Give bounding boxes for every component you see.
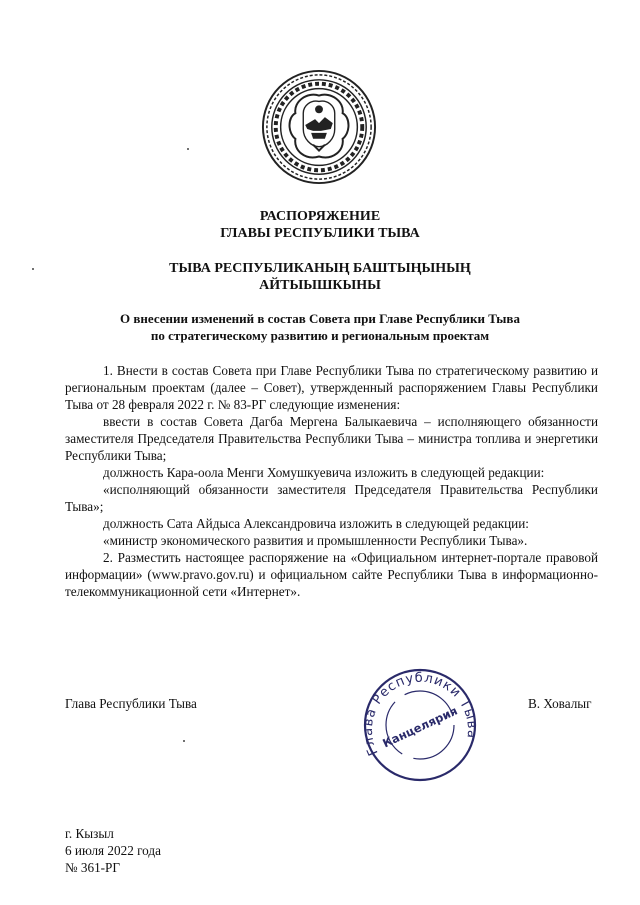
paragraph: 2. Разместить настоящее распоряжение на «Официальном интернет-портале правовой информации» (www.pravo.gov.ru) и официальном сайте Республики Тыва в информационно-телекоммуникационной сети «Интернет». (65, 550, 598, 599)
paragraph: должность Кара-оола Менги Хомушкуевича изложить в следующей редакции: (103, 465, 545, 480)
paragraph: «министр экономического развития и промышленности Республики Тыва». (103, 533, 528, 548)
svg-text:Глава Республики Тыва (361, 671, 479, 758)
stamp-inner-text: Канцелярия (380, 703, 460, 751)
document-footer (65, 825, 161, 876)
title-tyva-line-1: ТЫВА РЕСПУБЛИКАНЫҢ БАШТЫҢЫНЫҢ (169, 261, 471, 276)
office-stamp (360, 665, 480, 783)
document-body (65, 362, 598, 600)
stamp-outer-text: Глава Республики Тыва (360, 670, 480, 758)
document-subject (70, 310, 570, 344)
coat-of-arms-emblem (260, 68, 378, 186)
document-title (0, 208, 640, 242)
footer-date: 6 июля 2022 года (65, 843, 161, 858)
signature-position: Глава Республики Тыва (65, 696, 197, 711)
scan-speck (32, 268, 34, 270)
subject-line-2: по стратегическому развитию и региональным проектам (150, 328, 490, 343)
paragraph: 1. Внести в состав Совета при Главе Республики Тыва по стратегическому развитию и региональным проектам (далее – Совет), утвержденный распоряжением Главы Республики Тыва от 28 февраля 2022 г. № 83-РГ следующие изменения: (65, 363, 598, 412)
subject-line-1: О внесении изменений в состав Совета при Главе Республики Тыва (120, 311, 520, 326)
footer-number: № 361-РГ (65, 860, 121, 875)
signature-name: В. Ховалыг (528, 696, 592, 711)
scan-speck (183, 740, 185, 742)
title-line-1: РАСПОРЯЖЕНИЕ (259, 209, 381, 224)
paragraph: должность Сата Айдыса Александровича изложить в следующей редакции: (103, 516, 529, 531)
scan-speck (187, 148, 189, 150)
title-tyva-line-2: АЙТЫЫШКЫНЫ (259, 278, 381, 293)
title-line-2: ГЛАВЫ РЕСПУБЛИКИ ТЫВА (220, 226, 420, 241)
paragraph: «исполняющий обязанности заместителя Председателя Правительства Республики Тыва»; (65, 482, 598, 514)
document-title-tyva (0, 260, 640, 294)
footer-city: г. Кызыл (65, 826, 114, 841)
paragraph: ввести в состав Совета Дагба Мергена Балыкаевича – исполняющего обязанности заместителя Председателя Правительства Республики Тыва – министра топлива и энергетики Республики Тыва; (65, 414, 598, 463)
